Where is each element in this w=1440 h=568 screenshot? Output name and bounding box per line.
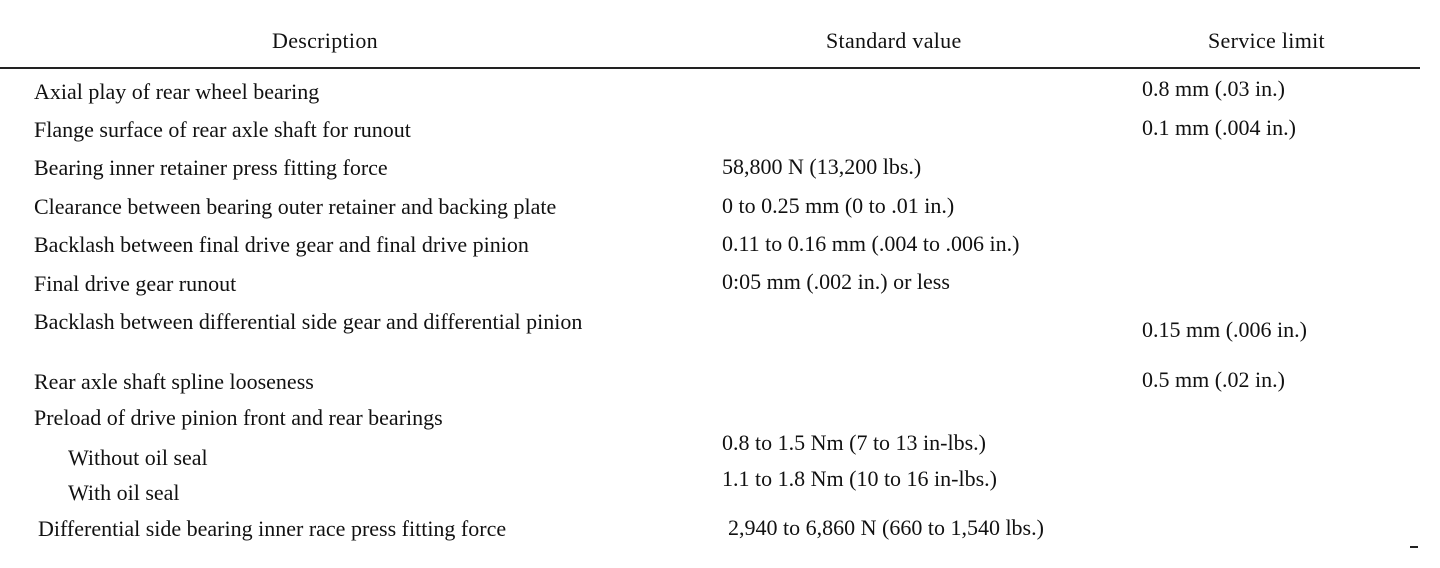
row-standard-value: 0:05 mm (.002 in.) or less: [722, 269, 950, 294]
row-service-limit: 0.15 mm (.006 in.): [1142, 317, 1307, 342]
row-description: Axial play of rear wheel bearing: [34, 79, 320, 104]
row-description: Preload of drive pinion front and rear bearings: [34, 405, 443, 430]
row-description: Rear axle shaft spline looseness: [34, 369, 314, 394]
row-standard-value: 58,800 N (13,200 lbs.): [722, 154, 922, 179]
header-description: Description: [272, 28, 378, 53]
row-sub-description: With oil seal: [68, 480, 180, 505]
row-standard-value: 1.1 to 1.8 Nm (10 to 16 in-lbs.): [722, 466, 997, 491]
row-service-limit: 0.1 mm (.004 in.): [1142, 115, 1296, 140]
row-service-limit: 0.8 mm (.03 in.): [1142, 76, 1285, 101]
row-description: Backlash between differential side gear and differential pinion: [34, 309, 583, 334]
header-standard-value: Standard value: [826, 28, 962, 53]
row-description: Bearing inner retainer press fitting force: [34, 155, 388, 180]
row-sub-description: Without oil seal: [68, 445, 208, 470]
row-standard-value: 2,940 to 6,860 N (660 to 1,540 lbs.): [728, 515, 1044, 540]
row-standard-value: 0.11 to 0.16 mm (.004 to .006 in.): [722, 231, 1020, 256]
row-description: Flange surface of rear axle shaft for runout: [34, 117, 411, 142]
row-description: Final drive gear runout: [34, 271, 237, 296]
row-standard-value: 0 to 0.25 mm (0 to .01 in.): [722, 193, 955, 218]
header-rule: [0, 67, 1420, 69]
row-description: Clearance between bearing outer retainer and backing plate: [34, 194, 557, 219]
row-description: Differential side bearing inner race press fitting force: [38, 516, 507, 541]
row-standard-value: 0.8 to 1.5 Nm (7 to 13 in-lbs.): [722, 430, 986, 455]
page-mark: [1410, 546, 1418, 548]
header-service-limit: Service limit: [1208, 28, 1325, 53]
row-service-limit: 0.5 mm (.02 in.): [1142, 367, 1285, 392]
row-description: Backlash between final drive gear and final drive pinion: [34, 232, 529, 257]
